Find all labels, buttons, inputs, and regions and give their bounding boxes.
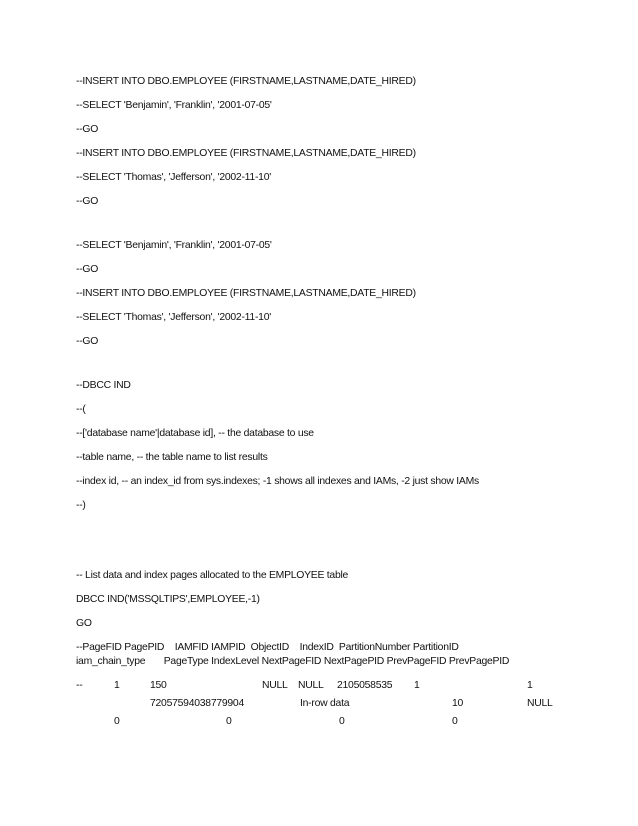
sql-line: --table name, -- the table name to list results: [76, 452, 268, 463]
sql-line: --GO: [76, 336, 99, 347]
sql-line: --INSERT INTO DBO.EMPLOYEE (FIRSTNAME,LASTNAME,DATE_HIRED): [76, 288, 416, 299]
result-cell: NULL: [298, 680, 324, 691]
sql-line: --SELECT 'Benjamin', 'Franklin', '2001-07-05': [76, 240, 272, 251]
result-cell: 150: [150, 680, 167, 691]
result-cell: In-row data: [300, 698, 350, 709]
sql-line: --SELECT 'Thomas', 'Jefferson', '2002-11-10': [76, 312, 271, 323]
result-cell: 1: [414, 680, 420, 691]
sql-line: --GO: [76, 124, 99, 135]
result-cell: 1: [527, 680, 533, 691]
sql-line: --SELECT 'Benjamin', 'Franklin', '2001-07-05': [76, 100, 272, 111]
sql-line: -- List data and index pages allocated to the EMPLOYEE table: [76, 570, 349, 581]
sql-line: --DBCC IND: [76, 380, 131, 391]
sql-line: --['database name'|database id], -- the database to use: [76, 428, 314, 439]
result-cell: 1: [114, 680, 120, 691]
column-header-line: --PageFID PagePID IAMFID IAMPID ObjectID IndexID PartitionNumber PartitionID: [76, 642, 459, 653]
sql-line: --GO: [76, 264, 99, 275]
sql-line: --INSERT INTO DBO.EMPLOYEE (FIRSTNAME,LASTNAME,DATE_HIRED): [76, 76, 416, 87]
result-cell: NULL: [262, 680, 288, 691]
result-cell: 2105058535: [337, 680, 393, 691]
sql-line: DBCC IND('MSSQLTIPS',EMPLOYEE,-1): [76, 594, 260, 605]
sql-line: --INSERT INTO DBO.EMPLOYEE (FIRSTNAME,LASTNAME,DATE_HIRED): [76, 148, 416, 159]
result-cell: 0: [339, 716, 345, 727]
result-cell: 10: [452, 698, 464, 709]
result-cell: --: [76, 680, 83, 691]
sql-line: --): [76, 500, 86, 511]
result-cell: 0: [452, 716, 458, 727]
result-cell: 72057594038779904: [150, 698, 244, 709]
sql-line: GO: [76, 618, 92, 629]
sql-line: --index id, -- an index_id from sys.indexes; -1 shows all indexes and IAMs, -2 just show IAMs: [76, 476, 479, 487]
result-cell: NULL: [527, 698, 553, 709]
sql-line: --GO: [76, 196, 99, 207]
sql-line: --(: [76, 404, 86, 415]
result-cell: 0: [114, 716, 120, 727]
result-cell: 0: [226, 716, 232, 727]
column-header-line: iam_chain_type PageType IndexLevel NextPageFID NextPagePID PrevPageFID PrevPagePID: [76, 656, 510, 667]
sql-line: --SELECT 'Thomas', 'Jefferson', '2002-11-10': [76, 172, 271, 183]
